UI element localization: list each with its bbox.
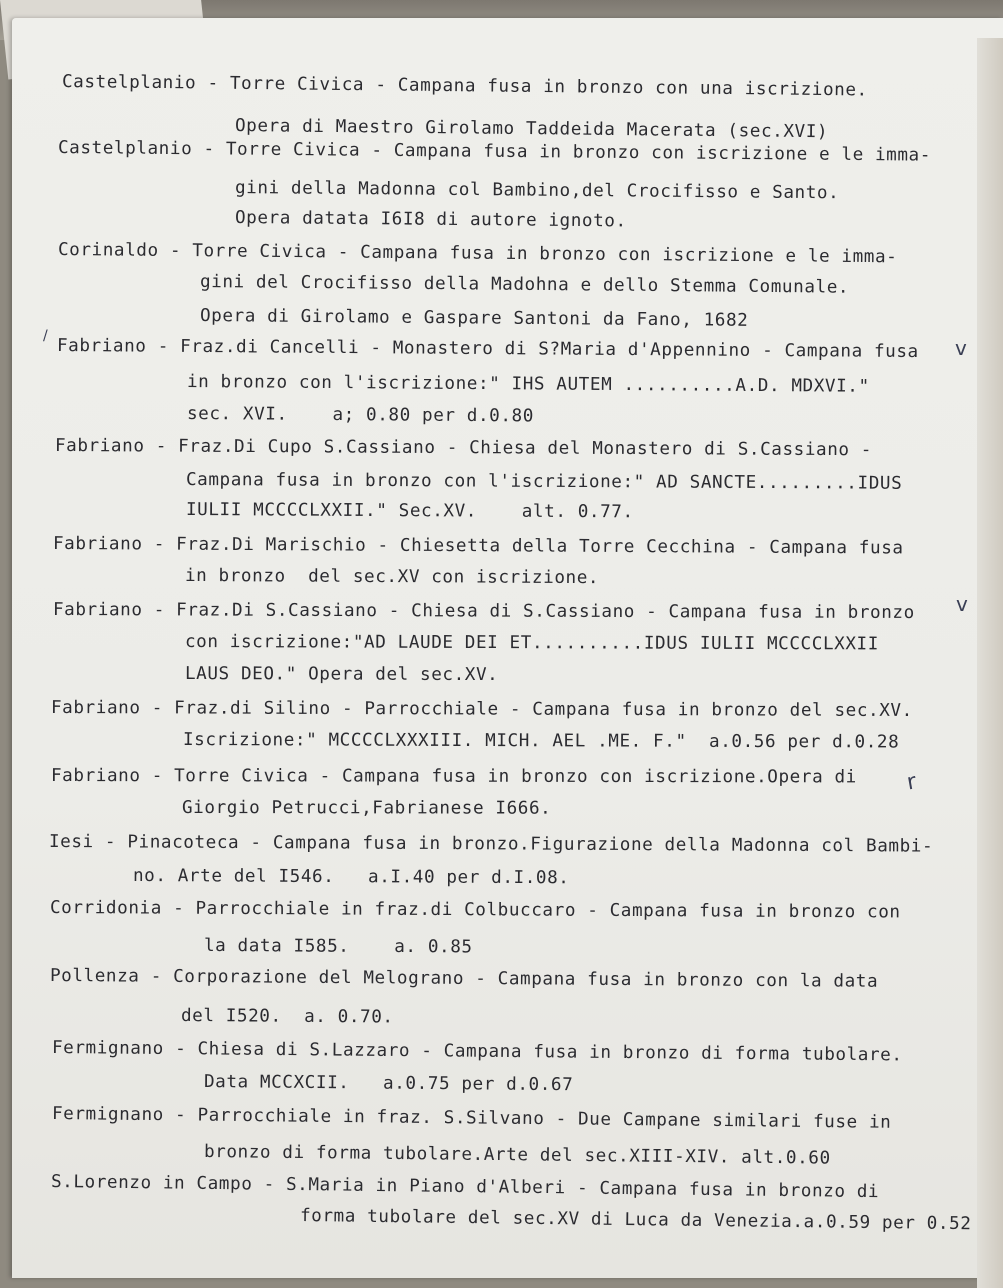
entry-continuation-line: con iscrizione:"AD LAUDE DEI ET..........IDUS IULII MCCCCLXXII — [184, 632, 879, 655]
entry-heading-line: Fabriano - Fraz.Di Cupo S.Cassiano - Chiesa del Monastero di S.Cassiano - — [54, 436, 873, 461]
entry-continuation-line: LAUS DEO." Opera del sec.XV. — [184, 664, 499, 686]
entry-heading-line: Iesi - Pinacoteca - Campana fusa in bronzo.Figurazione della Madonna col Bambi- — [48, 832, 934, 857]
entry-continuation-line: IULII MCCCCLXXII." Sec.XV. alt. 0.77. — [185, 500, 634, 523]
entry-continuation-line: Opera di Girolamo e Gaspare Santoni da Fano, 1682 — [199, 306, 749, 331]
entry-heading-line: Fabriano - Torre Civica - Campana fusa in bronzo con iscrizione.Opera di — [50, 766, 857, 788]
entry-continuation-line: sec. XVI. a; 0.80 per d.0.80 — [186, 404, 535, 427]
entry-continuation-line: Data MCCXCII. a.0.75 per d.0.67 — [203, 1072, 574, 1096]
handwritten-mark: r — [904, 769, 919, 796]
entry-continuation-line: gini della Madonna col Bambino,del Crocifisso e Santo. — [234, 178, 840, 204]
entry-heading-line: Fermignano - Parrocchiale in fraz. S.Silvano - Due Campane similari fuse in — [51, 1104, 892, 1133]
entry-continuation-line: Campana fusa in bronzo con l'iscrizione:" AD SANCTE.........IDUS — [185, 470, 903, 494]
entry-heading-line: Corinaldo - Torre Civica - Campana fusa in bronzo con iscrizione e le imma- — [57, 240, 898, 268]
check-mark: v — [955, 336, 967, 360]
entry-heading-line: Pollenza - Corporazione del Melograno - Campana fusa in bronzo con la data — [49, 966, 879, 992]
entry-heading-line: Fermignano - Chiesa di S.Lazzaro - Campana fusa in bronzo di forma tubolare. — [51, 1038, 903, 1066]
entry-heading-line: Castelplanio - Torre Civica - Campana fusa in bronzo con iscrizione e le imma- — [57, 138, 932, 166]
entry-heading-line: Fabriano - Fraz.di Silino - Parrocchiale - Campana fusa in bronzo del sec.XV. — [50, 698, 913, 722]
entry-continuation-line: Opera di Maestro Girolamo Taddeida Macerata (sec.XVI) — [234, 116, 829, 143]
entry-continuation-line: forma tubolare del sec.XV di Luca da Venezia.a.0.59 per 0.52 — [299, 1206, 972, 1235]
check-mark: v — [956, 592, 968, 616]
entry-heading-line: Castelplanio - Torre Civica - Campana fusa in bronzo con una iscrizione. — [61, 72, 868, 101]
entry-heading-line: Fabriano - Fraz.di Cancelli - Monastero di S?Maria d'Appennino - Campana fusa — [56, 336, 919, 363]
entry-continuation-line: Giorgio Petrucci,Fabrianese I666. — [181, 798, 552, 819]
entry-heading-line: S.Lorenzo in Campo - S.Maria in Piano d'Alberi - Campana fusa in bronzo di — [50, 1172, 880, 1203]
entry-continuation-line: Opera datata I6I8 di autore ignoto. — [234, 208, 627, 232]
entry-continuation-line: in bronzo del sec.XV con iscrizione. — [184, 566, 600, 589]
margin-tick: / — [43, 328, 48, 344]
entry-continuation-line: no. Arte del I546. a.I.40 per d.I.08. — [132, 866, 570, 889]
entry-continuation-line: la data I585. a. 0.85 — [203, 936, 473, 958]
entry-heading-line: Fabriano - Fraz.Di S.Cassiano - Chiesa di S.Cassiano - Campana fusa in bronzo — [52, 600, 915, 624]
entry-heading-line: Corridonia - Parrocchiale in fraz.di Colbuccaro - Campana fusa in bronzo con — [49, 898, 901, 923]
entry-continuation-line: del I520. a. 0.70. — [180, 1006, 394, 1028]
entry-continuation-line: Iscrizione:" MCCCCLXXXIII. MICH. AEL .ME. F." a.0.56 per d.0.28 — [182, 730, 900, 753]
entry-continuation-line: bronzo di forma tubolare.Arte del sec.XIII-XIV. alt.0.60 — [203, 1142, 831, 1169]
entry-continuation-line: in bronzo con l'iscrizione:" IHS AUTEM ..........A.D. MDXVI." — [186, 372, 870, 397]
entry-continuation-line: gini del Crocifisso della Madohna e dello Stemma Comunale. — [199, 272, 850, 298]
stacked-page-edges — [977, 38, 1003, 1288]
entry-heading-line: Fabriano - Fraz.Di Marischio - Chiesetta della Torre Cecchina - Campana fusa — [52, 534, 904, 559]
